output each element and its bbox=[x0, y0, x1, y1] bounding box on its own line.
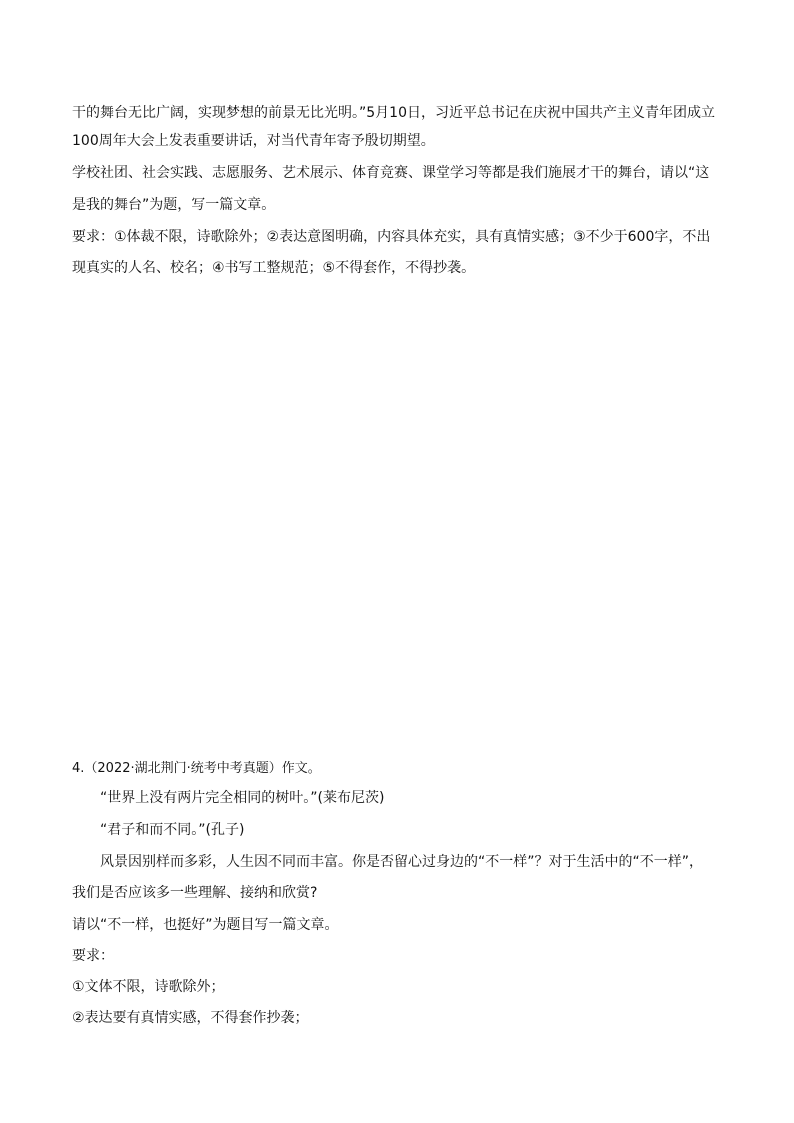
requirements-title: 要求： bbox=[72, 948, 114, 964]
requirements-line: 现真实的人名、校名；④书写工整规范；⑤不得套作，不得抄袭。 bbox=[72, 260, 476, 276]
requirements-line: 要求：①体裁不限，诗歌除外；②表达意图明确，内容具体充实，具有真情实感；③不少于600字，不出 bbox=[72, 229, 711, 245]
requirement-item: ①文体不限，诗歌除外； bbox=[72, 979, 225, 995]
prompt-paragraph-line: 我们是否应该多一些理解、接纳和欣赏? bbox=[72, 885, 318, 901]
question-heading: 4.（2022·湖北荆门·统考中考真题）作文。 bbox=[72, 761, 321, 776]
requirement-item: ②表达要有真情实感，不得套作抄袭； bbox=[72, 1010, 309, 1026]
prompt-text-line: 是我的舞台”为题，写一篇文章。 bbox=[72, 197, 276, 213]
prompt-paragraph-line: 风景因别样而多彩，人生因不同而丰富。你是否留心过身边的“不一样”？对于生活中的“不一样”， bbox=[100, 854, 704, 870]
essay-title-prompt: 请以“不一样，也挺好”为题目写一篇文章。 bbox=[72, 917, 339, 933]
prompt-text-line: 学校社团、社会实践、志愿服务、艺术展示、体育竞赛、课堂学习等都是我们施展才干的舞台，请以“这 bbox=[72, 165, 710, 181]
quote-leibniz: “世界上没有两片完全相同的树叶。”(莱布尼茨) bbox=[100, 790, 385, 806]
quote-confucius: “君子和而不同。”(孔子) bbox=[100, 822, 245, 838]
prompt-text-line: 干的舞台无比广阔，实现梦想的前景无比光明。”5月10日，习近平总书记在庆祝中国共产主义青年团成立 bbox=[72, 105, 715, 121]
prompt-text-line: 100周年大会上发表重要讲话，对当代青年寄予殷切期望。 bbox=[72, 133, 435, 149]
